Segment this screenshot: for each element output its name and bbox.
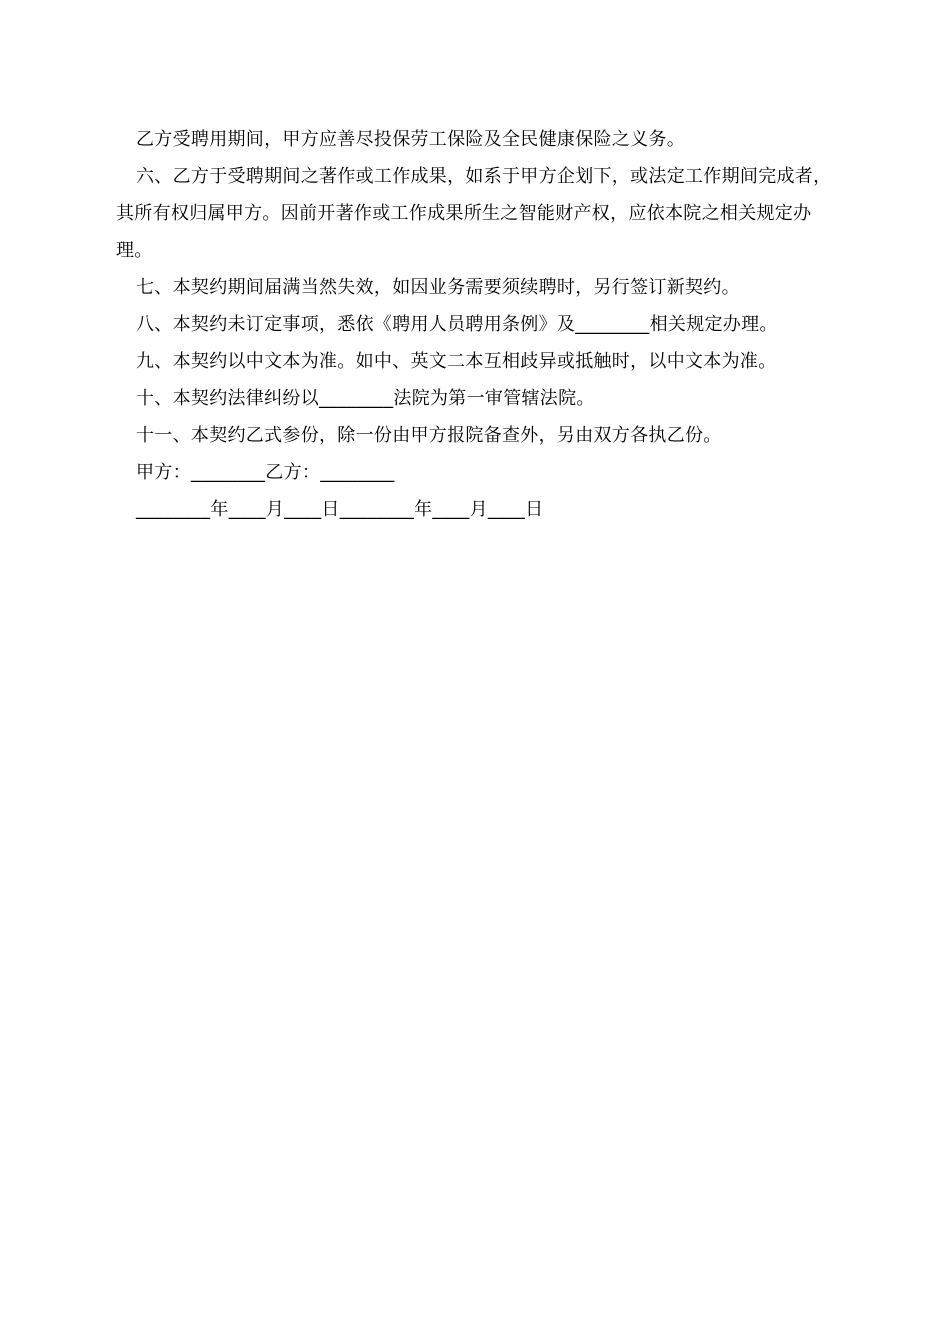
clause-ten-jurisdiction: 十、本契约法律纠纷以________法院为第一审管辖法院。	[136, 388, 595, 409]
contract-body	[116, 121, 836, 528]
clause-nine-language: 九、本契约以中文本为准。如中、英文二本互相歧异或抵触时，以中文本为准。	[136, 351, 777, 372]
signature-parties-line: 甲方：________乙方：________	[136, 462, 395, 483]
clause-insurance: 乙方受聘用期间，甲方应善尽投保劳工保险及全民健康保险之义务。	[136, 129, 685, 150]
clause-eight-regulations: 八、本契约未订定事项，悉依《聘用人员聘用条例》及________相关规定办理。	[136, 314, 778, 335]
clause-six-ownership: 六、乙方于受聘期间之著作或工作成果，如系于甲方企划下，或法定工作期间完成者，其所有权归属甲方。因前开著作或工作成果所生之智能财产权，应依本院之相关规定办理。	[116, 166, 832, 261]
clause-eleven-copies: 十一、本契约乙式参份，除一份由甲方报院备查外，另由双方各执乙份。	[136, 425, 722, 446]
signature-date-line: ________年____月____日________年____月____日	[136, 499, 544, 520]
clause-seven-expiry: 七、本契约期间届满当然失效，如因业务需要须续聘时，另行签订新契约。	[136, 277, 740, 298]
